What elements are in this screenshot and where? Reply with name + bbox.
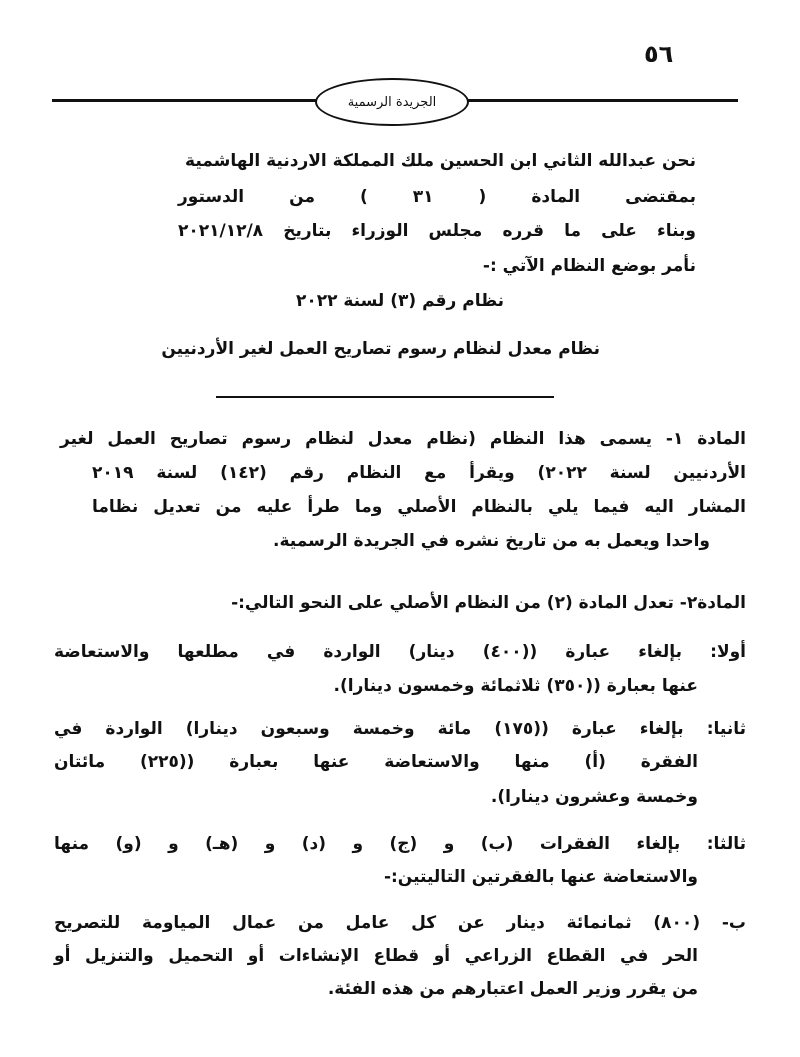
section-divider <box>216 396 554 398</box>
article2-item-b-line-2: الحر في القطاع الزراعي أو قطاع الإنشاءات أو التحميل والتنزيل أو <box>54 946 698 966</box>
article2-third-line-1: ثالثا: بإلغاء الفقرات (ب) و (ج) و (د) و (هـ) و (و) منها <box>54 834 746 854</box>
regulation-title: نظام معدل لنظام رسوم تصاريح العمل لغير الأردنيين <box>161 339 600 359</box>
article2-first-line-1: أولا: بإلغاء عبارة ((٤٠٠) دينار) الواردة في مطلعها والاستعاضة <box>54 642 746 662</box>
article2-first-line-2: عنها بعبارة ((٣٥٠) ثلاثمائة وخمسون دينارا). <box>333 676 698 696</box>
preamble-line-1: نحن عبدالله الثاني ابن الحسين ملك المملكة الاردنية الهاشمية <box>185 151 696 171</box>
article2-third-line-2: والاستعاضة عنها بالفقرتين التاليتين:- <box>383 867 698 887</box>
article2-second-line-2: الفقرة (أ) منها والاستعاضة عنها بعبارة ((٢٢٥) مائتان <box>54 752 698 772</box>
gazette-name-oval <box>315 78 469 126</box>
article2-heading: المادة٢- تعدل المادة (٢) من النظام الأصلي على النحو التالي:- <box>231 593 746 613</box>
page-number: ٥٦ <box>644 40 674 68</box>
article1-line-1: المادة ١- يسمى هذا النظام (نظام معدل لنظام رسوم تصاريح العمل لغير <box>60 429 746 449</box>
preamble-line-2: بمقتضى المادة ( ٣١ ) من الدستور <box>178 187 696 207</box>
article2-second-line-1: ثانيا: بإلغاء عبارة ((١٧٥) مائة وخمسة وسبعون دينارا) الواردة في <box>54 719 746 739</box>
article1-line-2: الأردنيين لسنة ٢٠٢٢) ويقرأ مع النظام رقم (١٤٢) لسنة ٢٠١٩ <box>92 463 746 483</box>
article2-second-line-3: وخمسة وعشرون دينارا). <box>490 787 698 807</box>
gazette-name: الجريدة الرسمية <box>347 94 437 110</box>
article2-item-b-line-1: ب- (٨٠٠) ثمانمائة دينار عن كل عامل من عمال المياومة للتصريح <box>54 913 746 933</box>
article1-line-4: واحدا ويعمل به من تاريخ نشره في الجريدة الرسمية. <box>273 531 710 551</box>
preamble-line-4: نأمر بوضع النظام الآتي :- <box>482 256 696 276</box>
article2-item-b-line-3: من يقرر وزير العمل اعتبارهم من هذه الفئة. <box>327 979 698 999</box>
article1-line-3: المشار اليه فيما يلي بالنظام الأصلي وما طرأ عليه من تعديل نظاما <box>92 497 746 517</box>
preamble-line-3: وبناء على ما قرره مجلس الوزراء بتاريخ ٢٠٢١/١٢/٨ <box>178 221 696 241</box>
regulation-number: نظام رقم (٣) لسنة ٢٠٢٢ <box>295 291 505 311</box>
